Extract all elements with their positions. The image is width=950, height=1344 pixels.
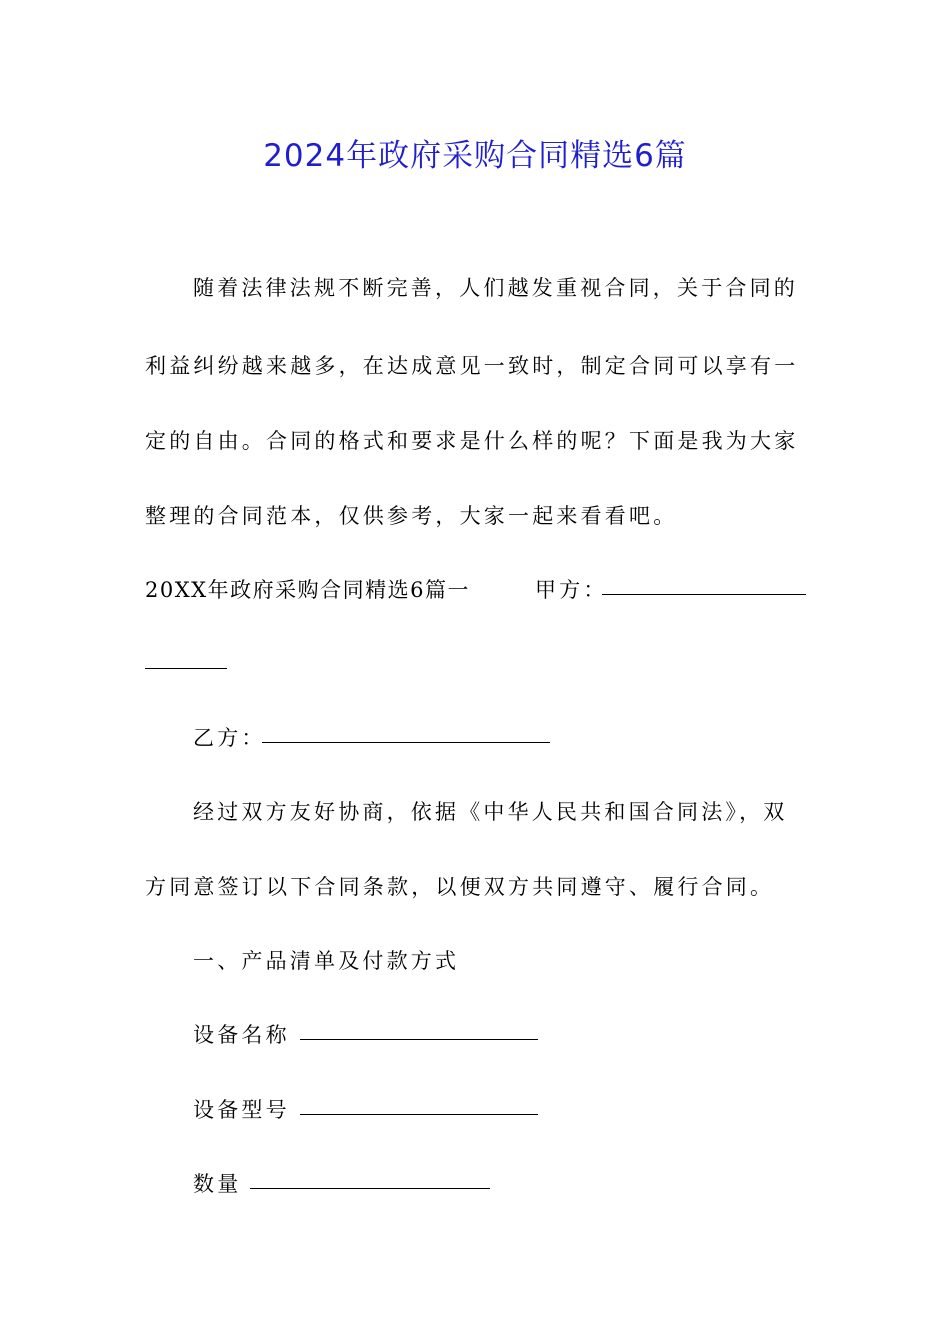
field-blank-equipment-model <box>300 1094 538 1118</box>
field-blank-equipment-name <box>300 1019 538 1043</box>
party-a-blank-line <box>602 574 806 598</box>
section-heading: 20XX年政府采购合同精选6篇一 <box>145 578 470 602</box>
field-label-equipment-model: 设备型号 <box>193 1098 290 1122</box>
party-a-label: 甲方： <box>535 578 608 602</box>
clause-1-heading: 一、产品清单及付款方式 <box>193 949 460 973</box>
agreement-line-1: 经过双方友好协商，依据《中华人民共和国合同法》，双 <box>193 800 788 824</box>
intro-line-1: 随着法律法规不断完善，人们越发重视合同，关于合同的 <box>193 276 798 300</box>
intro-line-3: 定的自由。合同的格式和要求是什么样的呢？下面是我为大家 <box>145 429 799 453</box>
field-blank-quantity <box>250 1168 490 1192</box>
party-a-blank-line-continued <box>145 648 227 672</box>
agreement-line-2: 方同意签订以下合同条款，以便双方共同遵守、履行合同。 <box>145 875 775 899</box>
party-b-blank-line <box>262 722 550 746</box>
field-label-equipment-name: 设备名称 <box>193 1023 290 1047</box>
document-title: 2024年政府采购合同精选6篇 <box>263 138 687 174</box>
intro-line-2: 利益纠纷越来越多，在达成意见一致时，制定合同可以享有一 <box>145 354 799 378</box>
field-label-quantity: 数量 <box>193 1172 242 1196</box>
intro-line-4: 整理的合同范本，仅供参考，大家一起来看看吧。 <box>145 504 678 528</box>
party-b-label: 乙方： <box>193 726 266 750</box>
